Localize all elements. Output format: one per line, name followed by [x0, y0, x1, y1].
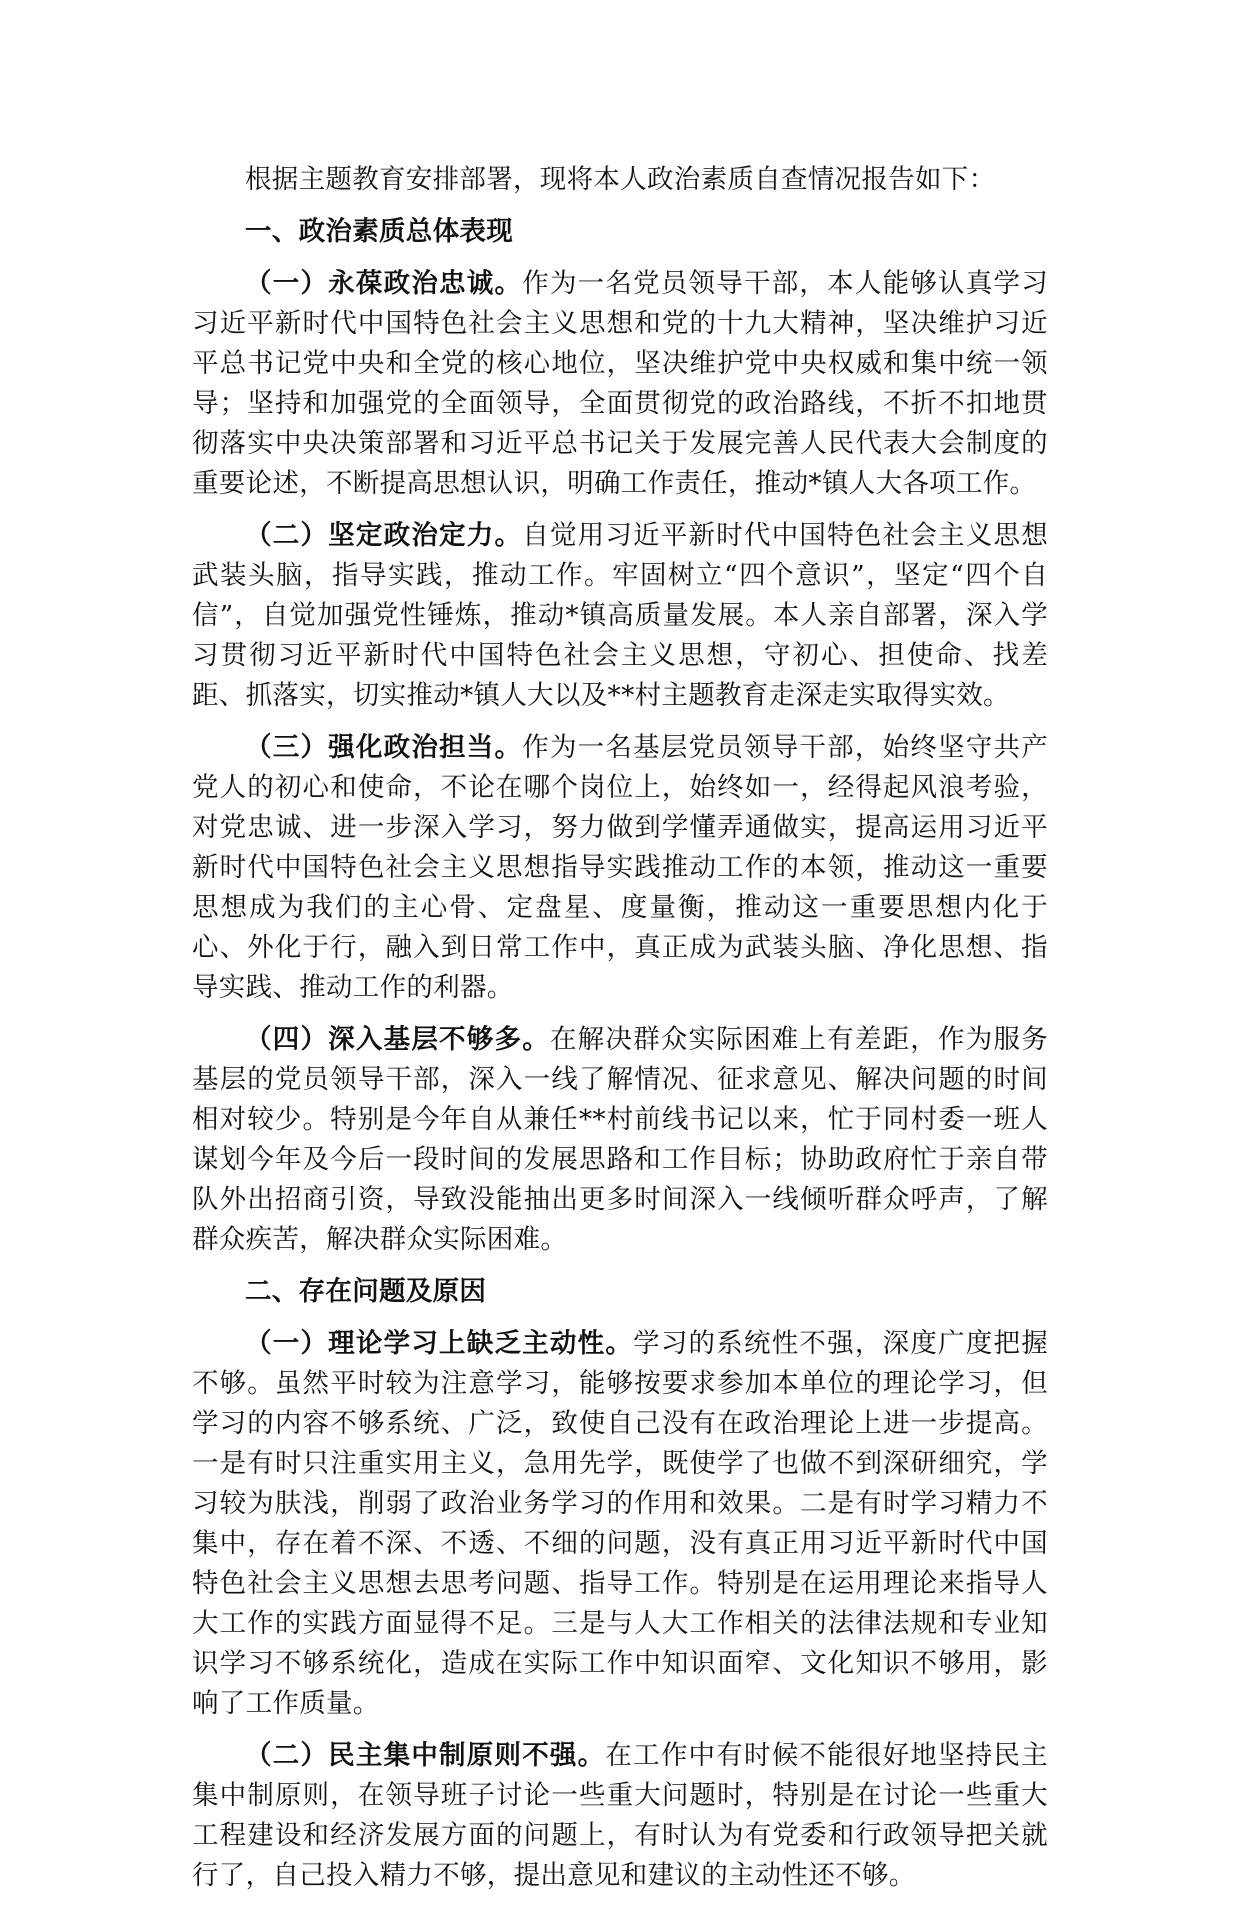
paragraph-text: 作为一名党员领导干部，本人能够认真学习习近平新时代中国特色社会主义思想和党的十九大精神，坚决维护习近平总书记党中央和全党的核心地位，坚决维护党中央权威和集中统一领导；坚持和加强党的全面领导，全面贯彻党的政治路线，不折不扣地贯彻落实中央决策部署和习近平总书记关于发展完善人民代表大会制度的重要论述，不断提高思想认识，明确工作责任，推动*镇人大各项工作。 — [192, 268, 1049, 499]
section-heading: 一、政治素质总体表现 — [245, 216, 513, 247]
paragraph-text: 学习的系统性不强，深度广度把握不够。虽然平时较为注意学习，能够按要求参加本单位的理论学习，但学习的内容不够系统、广泛，致使自己没有在政治理论上进一步提高。一是有时只注重实用主义，急用先学，既使学了也做不到深研细究，学习较为肤浅，削弱了政治业务学习的作用和效果。二是有时学习精力不集中，存在着不深、不透、不细的问题，没有真正用习近平新时代中国特色社会主义思想去思考问题、指导工作。特别是在运用理论来指导人大工作的实践方面显得不足。三是与人大工作相关的法律法规和专业知识学习不够系统化，造成在实际工作中知识面窄、文化知识不够用，影响了工作质量。 — [192, 1328, 1049, 1719]
paragraph — [192, 1020, 1048, 1260]
document-body — [192, 160, 1048, 1908]
paragraph-lead: （二）坚定政治定力。 — [245, 520, 523, 551]
paragraph-text: 自觉用习近平新时代中国特色社会主义思想武装头脑，指导实践，推动工作。牢固树立“四个意识”，坚定“四个自信”，自觉加强党性锤炼，推动*镇高质量发展。本人亲自部署，深入学习贯彻习近平新时代中国特色社会主义思想，守初心、担使命、找差距、抓落实，切实推动*镇人大以及**村主题教育走深走实取得实效。 — [192, 520, 1049, 711]
paragraph-lead: （一）永葆政治忠诚。 — [245, 268, 523, 299]
paragraph — [192, 1324, 1048, 1724]
paragraph-lead: （一）理论学习上缺乏主动性。 — [245, 1328, 634, 1359]
paragraph — [192, 1736, 1048, 1896]
paragraph — [192, 264, 1048, 504]
paragraph-lead: （三）强化政治担当。 — [245, 732, 523, 763]
section-heading: 二、存在问题及原因 — [245, 1276, 487, 1307]
paragraph — [192, 516, 1048, 716]
paragraph-lead: （四）深入基层不够多。 — [245, 1024, 550, 1055]
paragraph — [192, 728, 1048, 1008]
paragraph-text: 在解决群众实际困难上有差距，作为服务基层的党员领导干部，深入一线了解情况、征求意见、解决问题的时间相对较少。特别是今年自从兼任**村前线书记以来，忙于同村委一班人谋划今年及今后一段时间的发展思路和工作目标；协助政府忙于亲自带队外出招商引资，导致没能抽出更多时间深入一线倾听群众呼声，了解群众疾苦，解决群众实际困难。 — [192, 1024, 1048, 1255]
paragraph-lead: （二）民主集中制原则不强。 — [245, 1740, 606, 1771]
intro-paragraph: 根据主题教育安排部署，现将本人政治素质自查情况报告如下： — [245, 164, 996, 195]
paragraph-text: 作为一名基层党员领导干部，始终坚守共产党人的初心和使命，不论在哪个岗位上，始终如一，经得起风浪考验，对党忠诚、进一步深入学习，努力做到学懂弄通做实，提高运用习近平新时代中国特色社会主义思想指导实践推动工作的本领，推动这一重要思想成为我们的主心骨、定盘星、度量衡，推动这一重要思想内化于心、外化于行，融入到日常工作中，真正成为武装头脑、净化思想、指导实践、推动工作的利器。 — [192, 732, 1049, 1003]
paragraph-text: 在工作中有时候不能很好地坚持民主集中制原则，在领导班子讨论一些重大问题时，特别是在讨论一些重大工程建设和经济发展方面的问题上，有时认为有党委和行政领导把关就行了，自己投入精力不够，提出意见和建议的主动性还不够。 — [192, 1740, 1048, 1891]
